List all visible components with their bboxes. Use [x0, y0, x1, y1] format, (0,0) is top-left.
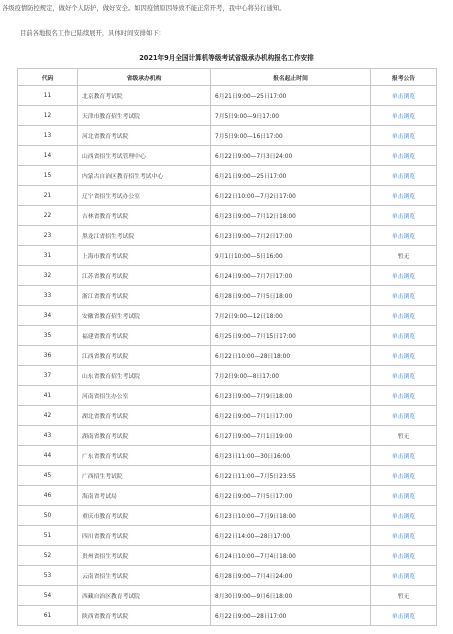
code-cell: 35 [18, 326, 78, 346]
header-org: 省级承办机构 [78, 69, 211, 86]
table-row [18, 546, 437, 566]
org-cell: 江苏省教育考试院 [78, 266, 211, 286]
notice-link[interactable] [371, 86, 437, 106]
table-body [18, 86, 437, 626]
table-row [18, 286, 437, 306]
table-row [18, 106, 437, 126]
org-cell: 四川省教育考试院 [78, 526, 211, 546]
time-cell: 6月28日9:00—7月5日18:00 [211, 286, 371, 306]
table-row [18, 346, 437, 366]
time-cell: 8月30日9:00—9月6日18:00 [211, 586, 371, 606]
notice-none [371, 586, 437, 606]
browse-link[interactable]: 单击浏览 [391, 454, 416, 460]
org-cell: 海南省考试局 [78, 486, 211, 506]
code-cell: 45 [18, 466, 78, 486]
browse-link[interactable]: 单击浏览 [391, 534, 416, 540]
code-cell: 13 [18, 126, 78, 146]
table-row [18, 506, 437, 526]
header-code: 代码 [18, 69, 78, 86]
browse-link[interactable]: 单击浏览 [391, 234, 416, 240]
header-notice: 报考公告 [371, 69, 437, 86]
org-cell: 天津市教育招生考试院 [78, 106, 211, 126]
table-row [18, 426, 437, 446]
code-cell: 36 [18, 346, 78, 366]
org-cell: 浙江省教育考试院 [78, 286, 211, 306]
org-cell: 河南省招生办公室 [78, 386, 211, 406]
table-title: 2021年9月全国计算机等级考试省级承办机构报名工作安排 [139, 54, 314, 62]
notice-link[interactable] [371, 286, 437, 306]
time-cell: 6月22日14:00—28日17:00 [211, 526, 371, 546]
org-cell: 上海市教育考试院 [78, 246, 211, 266]
table-row [18, 606, 437, 626]
code-cell: 15 [18, 166, 78, 186]
time-cell: 6月22日11:00—7月5日23:55 [211, 466, 371, 486]
notice-link[interactable] [371, 566, 437, 586]
org-cell: 江西省教育考试院 [78, 346, 211, 366]
table-row [18, 586, 437, 606]
notice-link[interactable] [371, 206, 437, 226]
time-cell: 6月22日9:00—7月5日17:00 [211, 486, 371, 506]
code-cell: 32 [18, 266, 78, 286]
time-cell: 6月21日9:00—25日17:00 [211, 86, 371, 106]
org-cell: 安徽省教育招生考试院 [78, 306, 211, 326]
notice-link[interactable] [371, 506, 437, 526]
table-row [18, 466, 437, 486]
time-cell: 6月22日10:00—7月2日17:00 [211, 186, 371, 206]
time-cell: 6月23日9:00—7月12日18:00 [211, 206, 371, 226]
notice-none [371, 426, 437, 446]
org-cell: 云南省招生考试院 [78, 566, 211, 586]
code-cell: 61 [18, 606, 78, 626]
table-row [18, 526, 437, 546]
org-cell: 黑龙江省招生考试院 [78, 226, 211, 246]
table-row [18, 186, 437, 206]
none-text: 暂无 [397, 254, 410, 260]
org-cell: 山西省招生考试管理中心 [78, 146, 211, 166]
browse-link[interactable]: 单击浏览 [391, 514, 416, 520]
code-cell: 43 [18, 426, 78, 446]
browse-link[interactable]: 单击浏览 [391, 114, 416, 120]
org-cell: 河北省教育考试院 [78, 126, 211, 146]
table-row [18, 486, 437, 506]
notice-link[interactable] [371, 106, 437, 126]
org-cell: 广西招生考试院 [78, 466, 211, 486]
table-row [18, 406, 437, 426]
org-cell: 山东省教育招生考试院 [78, 366, 211, 386]
table-row [18, 366, 437, 386]
org-cell: 吉林省教育考试院 [78, 206, 211, 226]
notice-link[interactable] [371, 386, 437, 406]
registration-schedule-table [17, 68, 437, 626]
browse-link[interactable]: 单击浏览 [391, 374, 416, 380]
code-cell: 12 [18, 106, 78, 126]
time-cell: 9月1日10:00—5日16:00 [211, 246, 371, 266]
none-text: 暂无 [397, 594, 410, 600]
time-cell: 6月23日9:00—7月2日17:00 [211, 226, 371, 246]
code-cell: 51 [18, 526, 78, 546]
code-cell: 41 [18, 386, 78, 406]
notice-link[interactable] [371, 306, 437, 326]
table-row [18, 306, 437, 326]
code-cell: 44 [18, 446, 78, 466]
time-cell: 6月22日9:00—28日17:00 [211, 606, 371, 626]
code-cell: 50 [18, 506, 78, 526]
table-row [18, 126, 437, 146]
code-cell: 53 [18, 566, 78, 586]
intro-paragraph: 目前各地报名工作已陆续展开，具体时间安排如下： [20, 30, 165, 37]
table-row [18, 446, 437, 466]
table-row [18, 86, 437, 106]
time-cell: 6月21日9:00—25日17:00 [211, 166, 371, 186]
browse-link[interactable]: 单击浏览 [391, 414, 416, 420]
notice-link[interactable] [371, 406, 437, 426]
notice-link[interactable] [371, 346, 437, 366]
notice-link[interactable] [371, 366, 437, 386]
browse-link[interactable]: 单击浏览 [391, 614, 416, 620]
time-cell: 6月28日9:00—7月4日24:00 [211, 566, 371, 586]
org-cell: 福建省教育考试院 [78, 326, 211, 346]
browse-link[interactable]: 单击浏览 [391, 314, 416, 320]
code-cell: 34 [18, 306, 78, 326]
notice-link[interactable] [371, 186, 437, 206]
org-cell: 内蒙古自治区教育招生考试中心 [78, 166, 211, 186]
notice-none [371, 246, 437, 266]
browse-link[interactable]: 单击浏览 [391, 214, 416, 220]
notice-link[interactable] [371, 226, 437, 246]
time-cell: 6月24日10:00—7月4日18:00 [211, 546, 371, 566]
table-row [18, 246, 437, 266]
browse-link[interactable]: 单击浏览 [391, 334, 416, 340]
browse-link[interactable]: 单击浏览 [391, 174, 416, 180]
browse-link[interactable]: 单击浏览 [391, 134, 416, 140]
code-cell: 22 [18, 206, 78, 226]
time-cell: 6月25日9:00—7月15日17:00 [211, 326, 371, 346]
notice-link[interactable] [371, 546, 437, 566]
table-row [18, 386, 437, 406]
org-cell: 北京教育考试院 [78, 86, 211, 106]
code-cell: 31 [18, 246, 78, 266]
code-cell: 21 [18, 186, 78, 206]
notice-link[interactable] [371, 326, 437, 346]
time-cell: 7月2日9:00—8日17:00 [211, 366, 371, 386]
time-cell: 6月24日9:00—7月7日17:00 [211, 266, 371, 286]
code-cell: 11 [18, 86, 78, 106]
notice-link[interactable] [371, 526, 437, 546]
notice-link[interactable] [371, 166, 437, 186]
notice-link[interactable] [371, 606, 437, 626]
org-cell: 陕西省教育考试院 [78, 606, 211, 626]
time-cell: 6月22日9:00—7月1日17:00 [211, 406, 371, 426]
browse-link[interactable]: 单击浏览 [391, 274, 416, 280]
notice-link[interactable] [371, 466, 437, 486]
code-cell: 54 [18, 586, 78, 606]
browse-link[interactable]: 单击浏览 [391, 494, 416, 500]
header-time: 报名起止时间 [211, 69, 371, 86]
code-cell: 52 [18, 546, 78, 566]
notice-link[interactable] [371, 266, 437, 286]
time-cell: 6月27日9:00—7月1日19:00 [211, 426, 371, 446]
table-header-row [18, 69, 437, 86]
browse-link[interactable]: 单击浏览 [391, 574, 416, 580]
notice-link[interactable] [371, 126, 437, 146]
table-row [18, 266, 437, 286]
notice-link[interactable] [371, 446, 437, 466]
time-cell: 6月22日9:00—7月3日24:00 [211, 146, 371, 166]
table-row [18, 566, 437, 586]
notice-link[interactable] [371, 146, 437, 166]
intro-paragraph-continued: 各级疫情防控规定，做好个人防护，做好安全。如因疫情原因导致不能正常开考，我中心将另行通知。 [2, 5, 286, 12]
table-row [18, 146, 437, 166]
time-cell: 7月5日9:00—9日17:00 [211, 106, 371, 126]
org-cell: 西藏自治区教育考试院 [78, 586, 211, 606]
org-cell: 湖北省教育考试院 [78, 406, 211, 426]
notice-link[interactable] [371, 486, 437, 506]
browse-link[interactable]: 单击浏览 [391, 474, 416, 480]
browse-link[interactable]: 单击浏览 [391, 394, 416, 400]
table-row [18, 206, 437, 226]
time-cell: 6月23日10:00—7月9日18:00 [211, 506, 371, 526]
browse-link[interactable]: 单击浏览 [391, 294, 416, 300]
time-cell: 7月5日9:00—16日17:00 [211, 126, 371, 146]
browse-link[interactable]: 单击浏览 [391, 94, 416, 100]
table-row [18, 226, 437, 246]
table-row [18, 166, 437, 186]
browse-link[interactable]: 单击浏览 [391, 554, 416, 560]
org-cell: 湖南省教育考试院 [78, 426, 211, 446]
none-text: 暂无 [397, 434, 410, 440]
time-cell: 6月23日9:00—7月9日18:00 [211, 386, 371, 406]
org-cell: 辽宁省招生考试办公室 [78, 186, 211, 206]
table-row [18, 326, 437, 346]
code-cell: 14 [18, 146, 78, 166]
code-cell: 23 [18, 226, 78, 246]
org-cell: 广东省教育考试院 [78, 446, 211, 466]
time-cell: 6月23日11:00—30日16:00 [211, 446, 371, 466]
code-cell: 46 [18, 486, 78, 506]
time-cell: 7月2日9:00—12日18:00 [211, 306, 371, 326]
time-cell: 6月22日10:00—28日18:00 [211, 346, 371, 366]
browse-link[interactable]: 单击浏览 [391, 194, 416, 200]
org-cell: 贵州省招生考试院 [78, 546, 211, 566]
code-cell: 42 [18, 406, 78, 426]
org-cell: 重庆市教育考试院 [78, 506, 211, 526]
code-cell: 33 [18, 286, 78, 306]
browse-link[interactable]: 单击浏览 [391, 354, 416, 360]
code-cell: 37 [18, 366, 78, 386]
browse-link[interactable]: 单击浏览 [391, 154, 416, 160]
